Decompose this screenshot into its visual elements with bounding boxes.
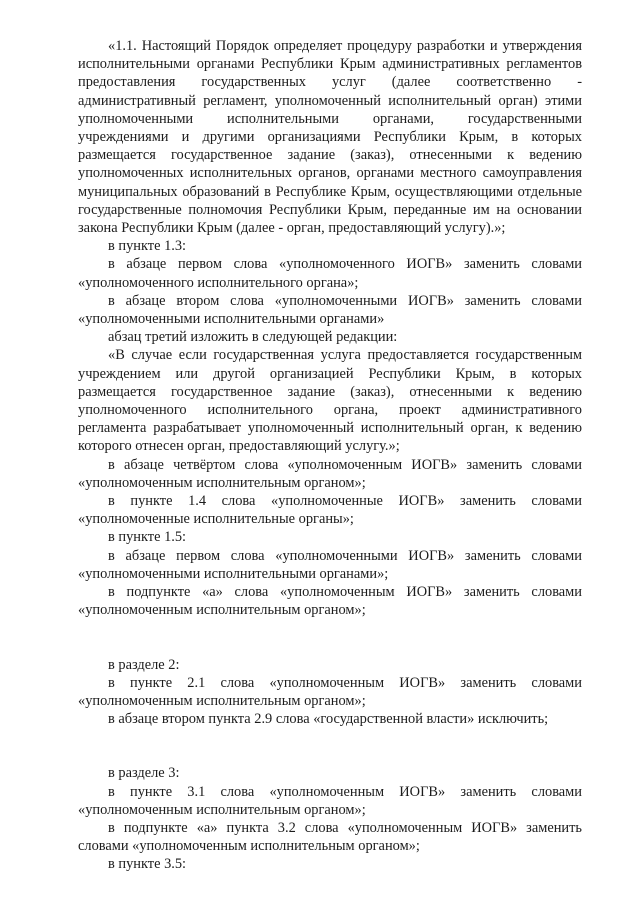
paragraph-section-3-heading: в разделе 3: — [108, 765, 180, 782]
paragraph-point-1-5-heading: в пункте 1.5: — [108, 529, 187, 546]
paragraph-point-1-3-heading: в пункте 1.3: — [108, 238, 187, 255]
paragraph-1-3-abzac-1: в абзаце первом слова «уполномоченного ИОГВ» заменить словами «уполномоченного исполнительного органа»; — [78, 256, 582, 291]
paragraph-1-3-abzac-3-text: «В случае если государственная услуга предоставляется государственным учреждением или другой организацией Республики Крым, в которых размещается государственное задание (заказ), отнесенными к ведению уполномоченного исполнительного органа, проект административного регламента разрабатывает уполномоченный исполнительный орган, к ведению которого отнесен орган, предоставляющий услугу.»; — [78, 347, 582, 455]
paragraph-section-2-heading: в разделе 2: — [108, 656, 180, 673]
paragraph-1-3-abzac-3-intro: абзац третий изложить в следующей редакции: — [108, 329, 398, 346]
paragraph-point-1-4: в пункте 1.4 слова «уполномоченные ИОГВ» заменить словами «уполномоченные исполнительные органы»; — [78, 493, 582, 528]
paragraph-point-2-9: в абзаце втором пункта 2.9 слова «государственной власти» исключить; — [108, 711, 549, 728]
paragraph-point-3-5-heading: в пункте 3.5: — [108, 856, 187, 873]
paragraph-1-3-abzac-4: в абзаце четвёртом слова «уполномоченным ИОГВ» заменить словами «уполномоченным исполнительным органом»; — [78, 456, 582, 491]
document-page — [78, 37, 582, 874]
spacer — [78, 620, 582, 656]
spacer — [78, 728, 582, 764]
paragraph-point-3-1: в пункте 3.1 слова «уполномоченным ИОГВ» заменить словами «уполномоченным исполнительным органом»; — [78, 783, 582, 818]
paragraph-point-2-1: в пункте 2.1 слова «уполномоченным ИОГВ» заменить словами «уполномоченным исполнительным органом»; — [78, 674, 582, 709]
paragraph-1-5-abzac-1: в абзаце первом слова «уполномоченными ИОГВ» заменить словами «уполномоченными исполнительными органами»; — [78, 547, 582, 582]
paragraph-1-1-purpose: «1.1. Настоящий Порядок определяет процедуру разработки и утверждения исполнительными органами Республики Крым административных регламентов предоставления государственных услуг (далее соответственно - административный регламент, уполномоченный исполнительный орган) этими уполномоченными исполнительными органами, государственными учреждениями и другими организациями Республики Крым, в которых размещается государственное задание (заказ), отнесенными к ведению уполномоченных исполнительных органов, органами местного самоуправления муниципальных образований в Республике Крым, осуществляющими отдельные государственные полномочия Республики Крым, переданные им на основании закона Республики Крым (далее - орган, предоставляющий услугу).»; — [78, 38, 582, 237]
paragraph-point-3-2-subpoint-a: в подпункте «а» пункта 3.2 слова «уполномоченным ИОГВ» заменить словами «уполномоченным исполнительным органом»; — [78, 819, 582, 855]
paragraph-1-5-subpoint-a: в подпункте «а» слова «уполномоченным ИОГВ» заменить словами «уполномоченным исполнительным органом»; — [78, 584, 582, 619]
paragraph-1-3-abzac-2: в абзаце втором слова «уполномоченными ИОГВ» заменить словами «уполномоченными исполнительными органами» — [78, 292, 582, 328]
